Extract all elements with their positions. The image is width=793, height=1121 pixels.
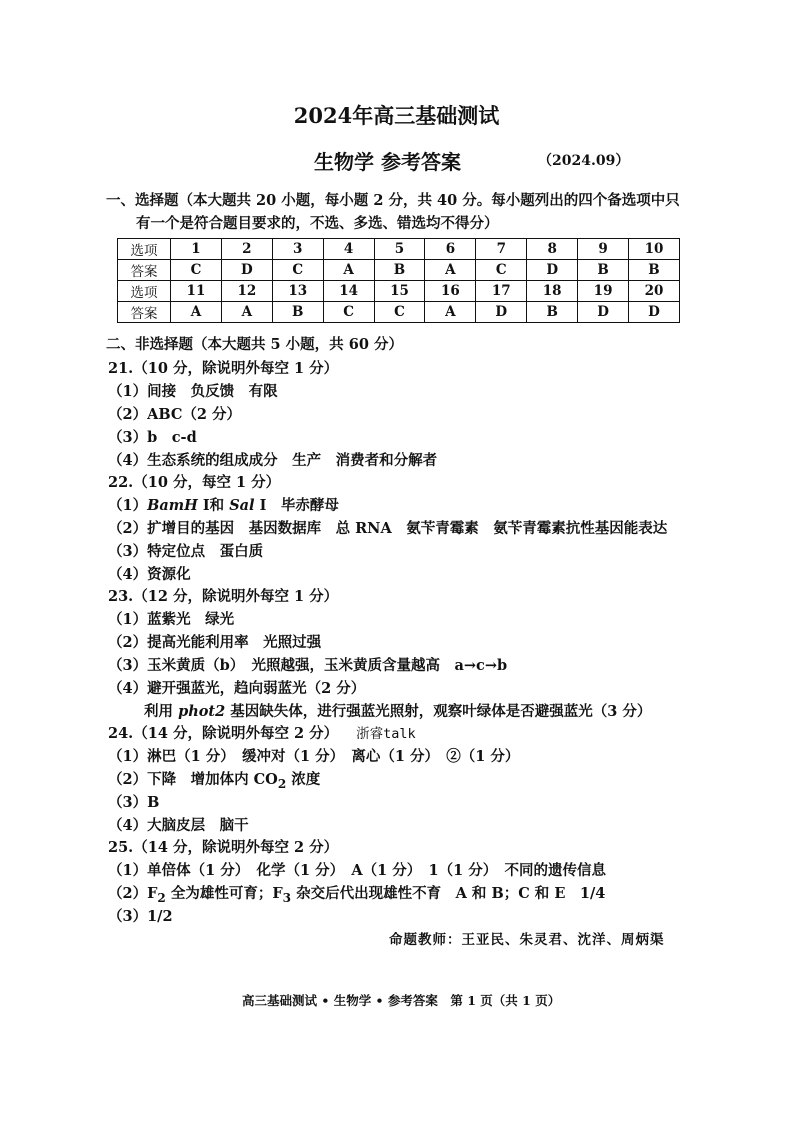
row-label: 答案 bbox=[118, 260, 171, 281]
answer-cell: C bbox=[323, 302, 374, 323]
answer-text: 杂交后代出现雄性不育 A 和 B；C 和 E 1/4 bbox=[291, 885, 606, 902]
question-number: 18 bbox=[527, 281, 578, 302]
q21-title: 21.（10 分，除说明外每空 1 分） bbox=[108, 360, 339, 377]
answer-cell: B bbox=[374, 260, 425, 281]
subscript: 2 bbox=[157, 890, 166, 905]
answer-table bbox=[117, 238, 680, 323]
q23-answer-3: （3）玉米黄质（b） 光照越强，玉米黄质含量越高 a→c→b bbox=[108, 657, 508, 674]
q25-answer-3: （3）1/2 bbox=[108, 908, 173, 925]
q24-title bbox=[108, 722, 416, 743]
page-footer: 高三基础测试 • 生物学 • 参考答案 第 1 页（共 1 页） bbox=[242, 993, 561, 1008]
question-number: 1 bbox=[171, 239, 222, 260]
section1-heading: 一、选择题（本大题共 20 小题，每小题 2 分，共 40 分。每小题列出的四个备选项中只 bbox=[106, 192, 680, 209]
answer-cell: A bbox=[425, 260, 476, 281]
enzyme-name: Sal bbox=[229, 497, 255, 514]
answer-cell: D bbox=[578, 302, 629, 323]
question-number: 12 bbox=[221, 281, 272, 302]
answer-cell: C bbox=[171, 260, 222, 281]
answer-cell: A bbox=[221, 302, 272, 323]
answer-prefix: （1） bbox=[108, 497, 148, 514]
q22-answer-3: （3）特定位点 蛋白质 bbox=[108, 543, 264, 560]
answer-cell: B bbox=[527, 302, 578, 323]
teachers-credit: 命题教师：王亚民、朱灵君、沈洋、周炳渠 bbox=[389, 932, 665, 948]
q25-answer-1: （1）单倍体（1 分） 化学（1 分） A（1 分） 1（1 分） 不同的遗传信息 bbox=[108, 862, 606, 879]
answer-cell: A bbox=[425, 302, 476, 323]
section1-heading-cont: 有一个是符合题目要求的，不选、多选、错选均不得分） bbox=[136, 215, 499, 232]
question-number: 3 bbox=[272, 239, 323, 260]
answer-cell: C bbox=[374, 302, 425, 323]
test-date: （2024.09） bbox=[538, 153, 630, 169]
gene-name: phot2 bbox=[178, 703, 226, 720]
question-number: 15 bbox=[374, 281, 425, 302]
answer-cell: A bbox=[171, 302, 222, 323]
question-number: 6 bbox=[425, 239, 476, 260]
q22-answer-2: （2）扩增目的基因 基因数据库 总 RNA 氨苄青霉素 氨苄青霉素抗性基因能表达 bbox=[108, 520, 668, 537]
question-number: 20 bbox=[629, 281, 680, 302]
question-number: 7 bbox=[476, 239, 527, 260]
section2-heading: 二、非选择题（本大题共 5 小题，共 60 分） bbox=[106, 336, 403, 353]
row-label: 选项 bbox=[118, 281, 171, 302]
question-number: 17 bbox=[476, 281, 527, 302]
q24-answer-2 bbox=[108, 768, 320, 791]
q22-answer-4: （4）资源化 bbox=[108, 566, 191, 583]
table-row bbox=[118, 260, 680, 281]
subscript: 3 bbox=[282, 890, 292, 905]
q21-answer-2: （2）ABC（2 分） bbox=[108, 406, 242, 423]
question-number: 2 bbox=[221, 239, 272, 260]
q25-answer-2 bbox=[108, 882, 605, 905]
row-label: 选项 bbox=[118, 239, 171, 260]
question-number: 5 bbox=[374, 239, 425, 260]
enzyme-name: BamH bbox=[147, 497, 198, 514]
answer-text: 基因缺失体，进行强蓝光照射，观察叶绿体是否避强蓝光（3 分） bbox=[225, 703, 652, 720]
q23-answer-1: （1）蓝紫光 绿光 bbox=[108, 611, 235, 628]
answer-text: 利用 bbox=[144, 703, 179, 720]
answer-cell: D bbox=[476, 302, 527, 323]
q25-title: 25.（14 分，除说明外每空 2 分） bbox=[108, 839, 339, 856]
q23-answer-2: （2）提高光能利用率 光照过强 bbox=[108, 634, 322, 651]
q21-answer-4: （4）生态系统的组成成分 生产 消费者和分解者 bbox=[108, 452, 438, 469]
watermark-text: 浙睿talk bbox=[356, 726, 416, 742]
page-subtitle: 生物学 参考答案 bbox=[314, 150, 461, 174]
question-number: 19 bbox=[578, 281, 629, 302]
answer-cell: B bbox=[272, 302, 323, 323]
answer-cell: D bbox=[221, 260, 272, 281]
question-number: 14 bbox=[323, 281, 374, 302]
q21-answer-1: （1）间接 负反馈 有限 bbox=[108, 383, 278, 400]
answer-cell: C bbox=[272, 260, 323, 281]
answer-cell: D bbox=[629, 302, 680, 323]
row-label: 答案 bbox=[118, 302, 171, 323]
q24-title-text: 24.（14 分，除说明外每空 2 分） bbox=[108, 725, 339, 742]
answer-text: Ⅰ和 bbox=[197, 497, 230, 514]
subscript: 2 bbox=[277, 776, 287, 791]
answer-cell: D bbox=[527, 260, 578, 281]
q23-answer-4-cont bbox=[144, 700, 651, 721]
q23-title: 23.（12 分，除说明外每空 1 分） bbox=[108, 588, 339, 605]
question-number: 4 bbox=[323, 239, 374, 260]
question-number: 11 bbox=[171, 281, 222, 302]
question-number: 13 bbox=[272, 281, 323, 302]
answer-text: 浓度 bbox=[286, 771, 321, 788]
answer-text: （2）下降 增加体内 CO bbox=[108, 771, 278, 788]
answer-text: （2）F bbox=[108, 885, 158, 902]
q22-title: 22.（10 分，每空 1 分） bbox=[108, 474, 281, 491]
answer-cell: B bbox=[578, 260, 629, 281]
table-row bbox=[118, 281, 680, 302]
q23-answer-4: （4）避开强蓝光，趋向弱蓝光（2 分） bbox=[108, 680, 366, 697]
answer-cell: C bbox=[476, 260, 527, 281]
question-number: 8 bbox=[527, 239, 578, 260]
answer-cell: B bbox=[629, 260, 680, 281]
q24-answer-1: （1）淋巴（1 分） 缓冲对（1 分） 离心（1 分） ②（1 分） bbox=[108, 748, 520, 765]
q21-answer-3: （3）b c-d bbox=[108, 429, 197, 446]
answer-text: Ⅰ 毕赤酵母 bbox=[254, 497, 339, 514]
question-number: 10 bbox=[629, 239, 680, 260]
q24-answer-3: （3）B bbox=[108, 794, 160, 811]
answer-text: 全为雄性可育；F bbox=[165, 885, 283, 902]
q24-answer-4: （4）大脑皮层 脑干 bbox=[108, 817, 249, 834]
answer-cell: A bbox=[323, 260, 374, 281]
q22-answer-1 bbox=[108, 494, 339, 515]
question-number: 9 bbox=[578, 239, 629, 260]
table-row bbox=[118, 239, 680, 260]
question-number: 16 bbox=[425, 281, 476, 302]
page-title: 2024年高三基础测试 bbox=[293, 103, 500, 128]
table-row bbox=[118, 302, 680, 323]
